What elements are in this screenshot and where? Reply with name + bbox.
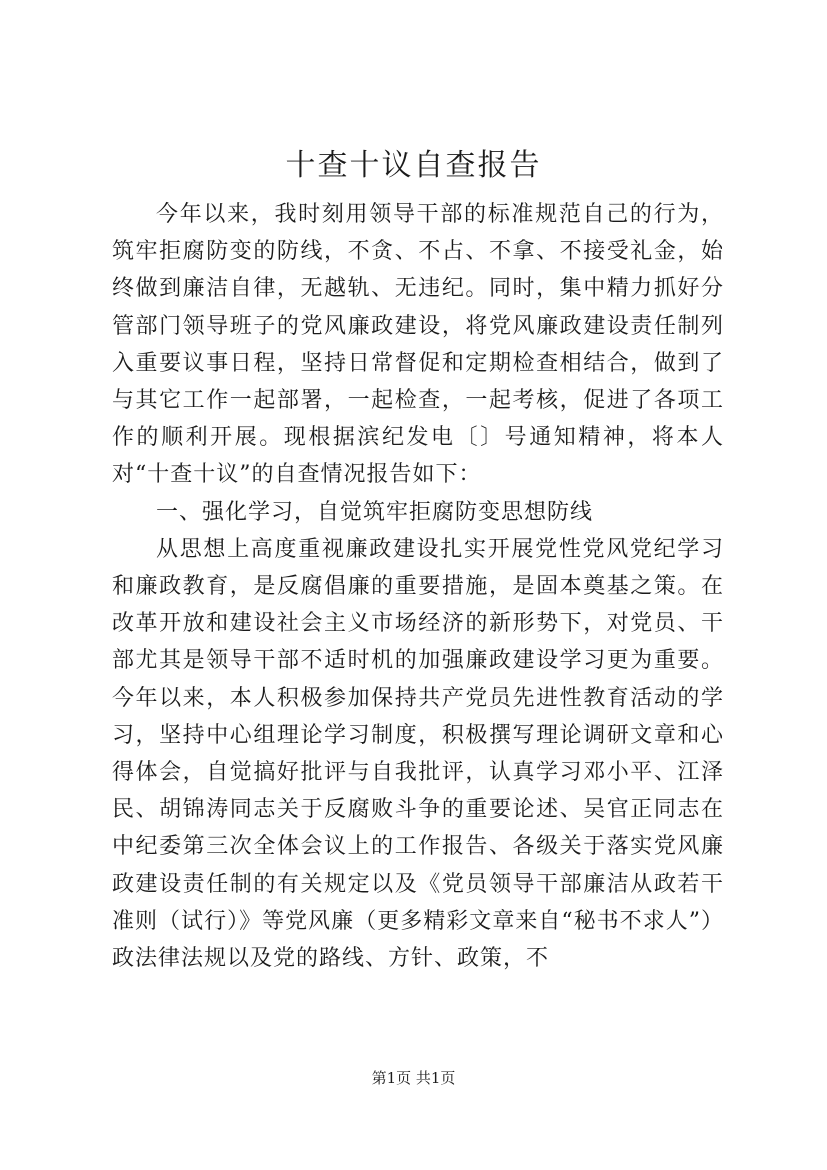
section-heading-1: 一、强化学习，自觉筑牢拒腐防变思想防线 [156, 499, 594, 525]
intro-paragraph: 今年以来，我时刻用领导干部的标准规范自己的行为，筑牢拒腐防变的防线，不贪、不占、不拿、不接受礼金，始终做到廉洁自律，无越轨、无违纪。同时，集中精力抓好分管部门领导班子的党风廉政建设，将党风廉政建设责任制列入重要议事日程，坚持日常督促和定期检查相结合，做到了与其它工作一起部署，一起检查，一起考核，促进了各项工作的顺利开展。现根据滨纪发电〔〕号通知精神，将本人对“十查十议”的自查情况报告如下： [112, 202, 724, 488]
section-1-paragraph: 从思想上高度重视廉政建设扎实开展党性党风党纪学习和廉政教育，是反腐倡廉的重要措施，是固本奠基之策。在改革开放和建设社会主义市场经济的新形势下，对党员、干部尤其是领导干部不适时机的加强廉政建设学习更为重要。今年以来，本人积极参加保持共产党员先进性教育活动的学习，坚持中心组理论学习制度，积极撰写理论调研文章和心得体会，自觉搞好批评与自我批评，认真学习邓小平、江泽民、胡锦涛同志关于反腐败斗争的重要论述、吴官正同志在中纪委第三次全体会议上的工作报告、各级关于落实党风廉政建设责任制的有关规定以及《党员领导干部廉洁从政若干准则（试行）》等党风廉（更多精彩文章来自“秘书不求人”）政法律法规以及党的路线、方针、政策，不 [112, 536, 724, 972]
document-body [112, 196, 724, 977]
page-footer: 第1页 共1页 [371, 1069, 456, 1087]
document-title: 十查十议自查报告 [285, 148, 542, 183]
